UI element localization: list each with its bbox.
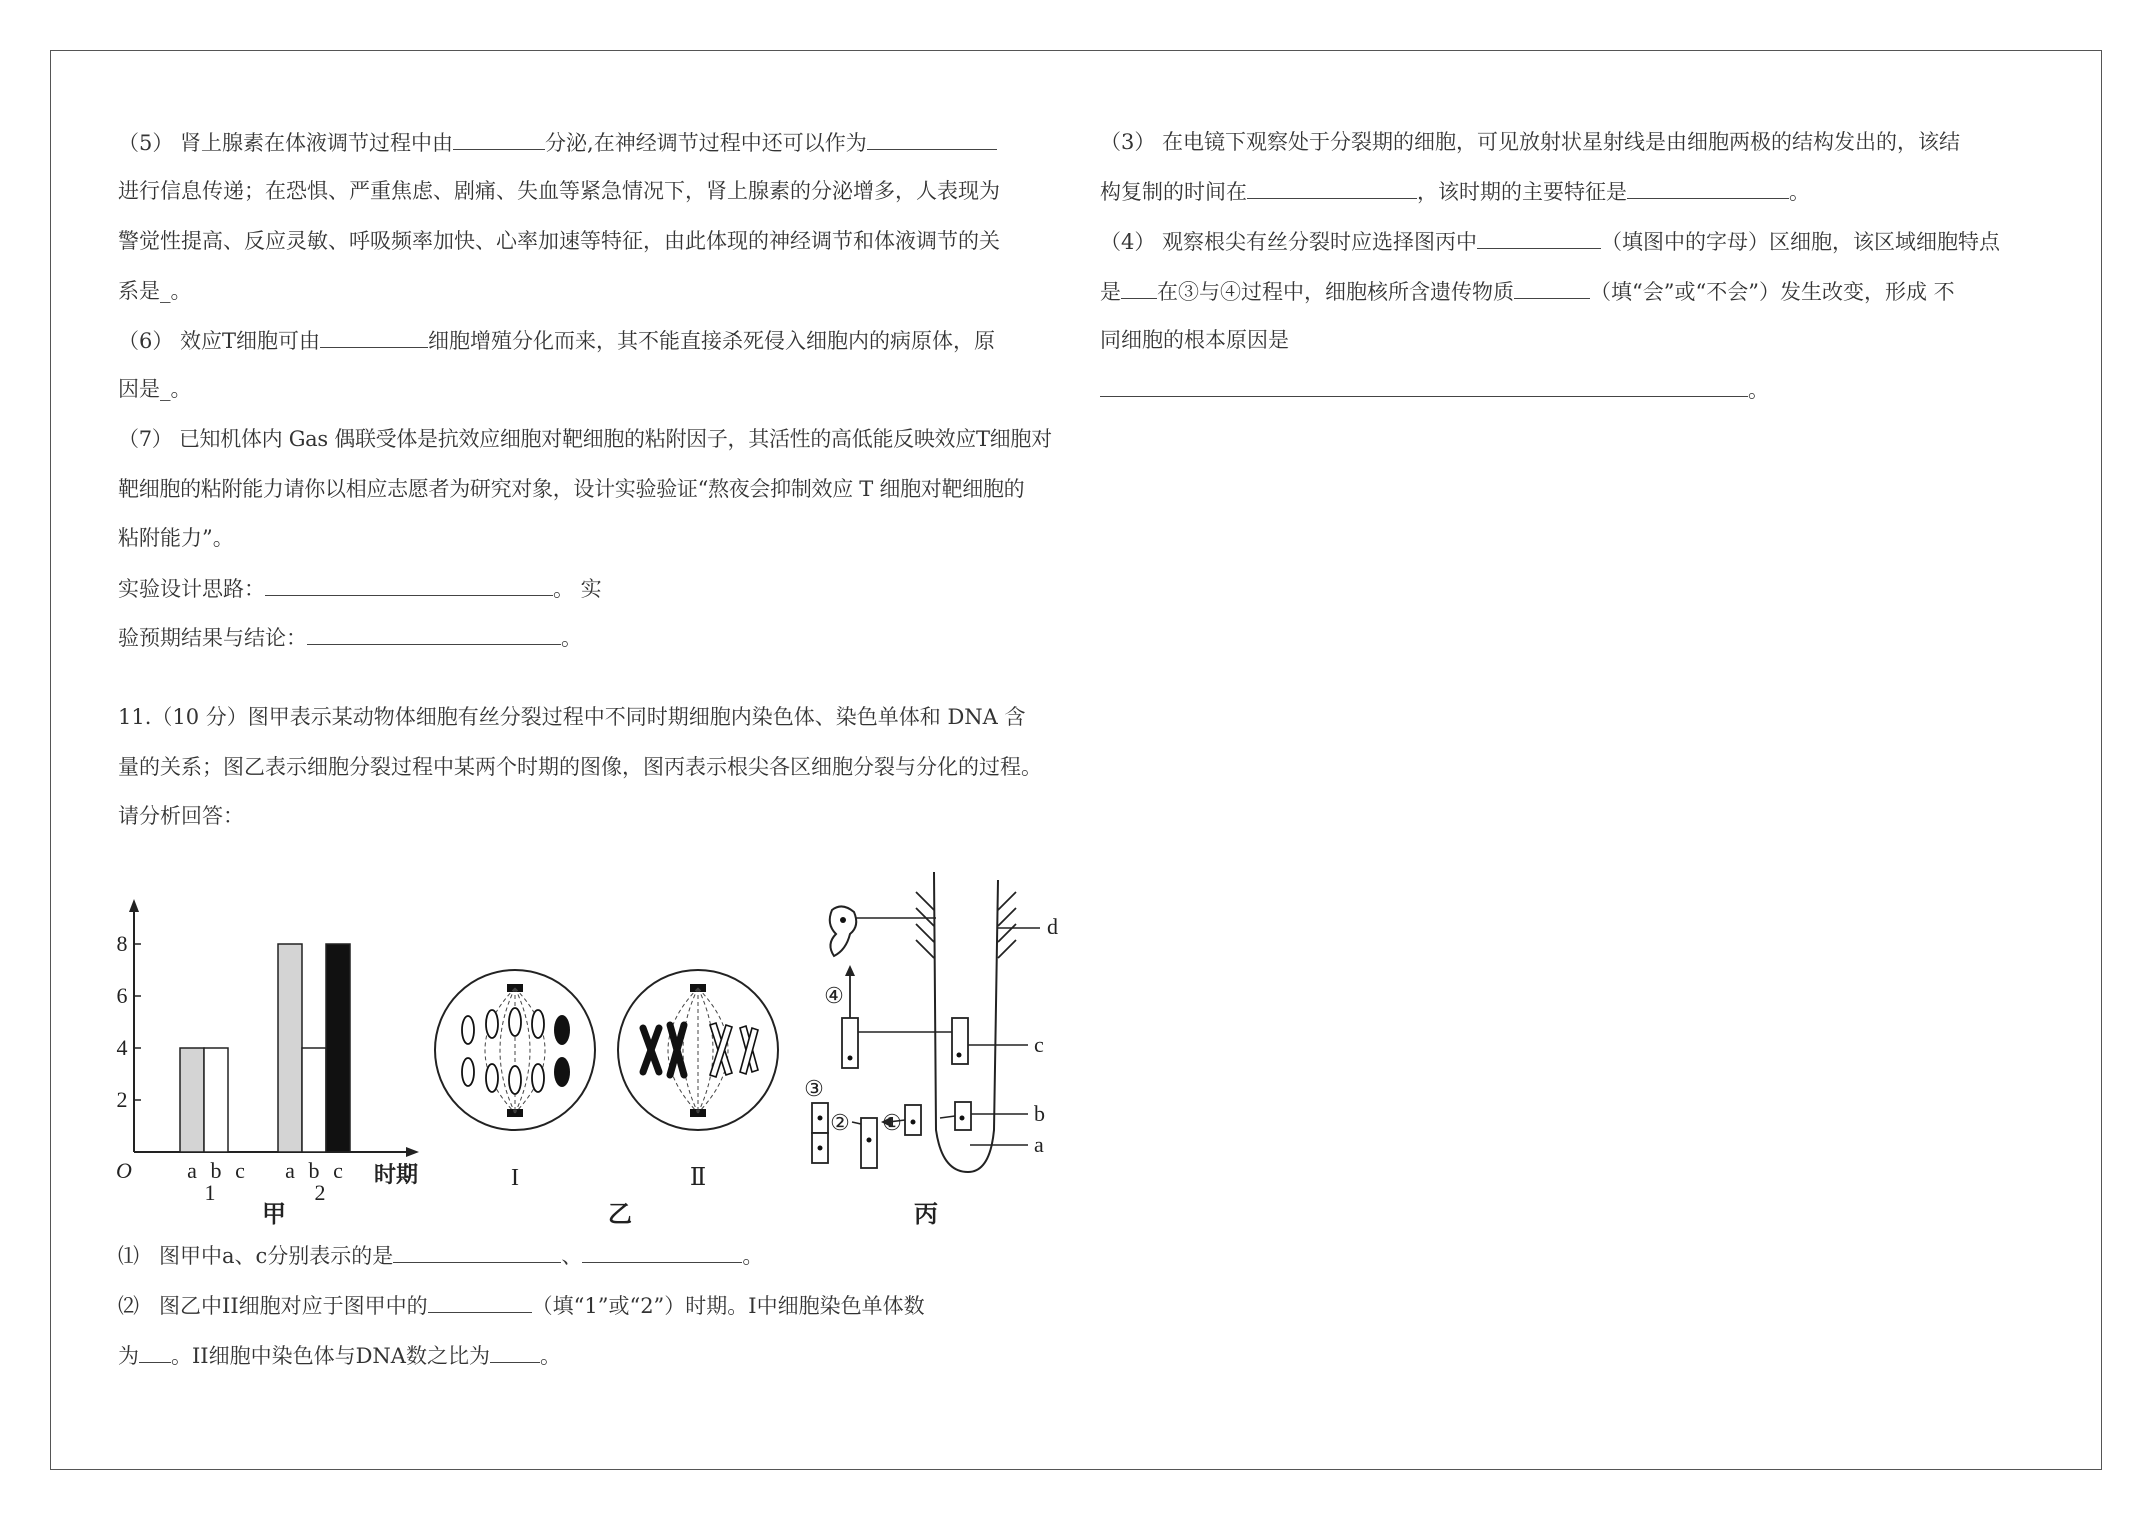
cell-I-chromosome-dark-bottom	[554, 1057, 570, 1087]
bar-letter-label: a	[187, 1158, 197, 1183]
q3-line2	[1100, 176, 1810, 207]
q4-blank-1[interactable]	[1477, 226, 1601, 249]
sub1-blank-1[interactable]	[393, 1240, 561, 1263]
bar-letter-label: b	[308, 1158, 320, 1183]
q4-blank-4[interactable]	[1100, 374, 1748, 397]
q6-text-b: 细胞增殖分化而来，其不能直接杀死侵入细胞内的病原体，原	[428, 329, 996, 353]
sub1-line	[118, 1240, 763, 1271]
q4-line1	[1100, 226, 2000, 257]
cell-II-label: Ⅱ	[689, 1165, 707, 1191]
process-2-label: ②	[830, 1110, 850, 1135]
cell-divide-2	[861, 1118, 877, 1168]
bar-c-group-2	[326, 944, 350, 1152]
q3-text-c: 。	[1789, 180, 1810, 204]
zone-c-label: c	[1034, 1032, 1044, 1057]
bar-b-group-2	[302, 1048, 326, 1152]
sub2-blank-1[interactable]	[428, 1290, 532, 1313]
origin-label: O	[116, 1158, 132, 1183]
cell-meristem-b-nucleus	[960, 1116, 965, 1121]
zone-b-label: b	[1034, 1101, 1045, 1126]
q4-line4	[1100, 374, 1769, 405]
cell-divide-1-nucleus	[911, 1120, 916, 1125]
bar-letter-label: c	[333, 1158, 343, 1183]
q5-text-b: 分泌,在神经调节过程中还可以作为	[545, 131, 867, 155]
cell-divide-2-nucleus	[867, 1138, 872, 1143]
x-axis-arrow	[406, 1147, 419, 1157]
chart-jia	[116, 899, 419, 1228]
sub2-text-e: 。	[539, 1344, 561, 1368]
q4-text-b: （填图中的字母）区细胞，该区域细胞特点	[1601, 230, 2001, 254]
q3-blank-1[interactable]	[1247, 176, 1417, 199]
cell-I	[435, 970, 595, 1191]
design-line	[118, 573, 602, 604]
cell-elongation-left-nucleus	[848, 1056, 853, 1061]
q4-blank-3[interactable]	[1514, 276, 1590, 299]
cell-daughter-bottom-nucleus	[818, 1146, 823, 1151]
cell-II	[618, 970, 778, 1191]
q7-line3: 粘附能力”。	[118, 526, 234, 550]
q3-line1: （3） 在电镜下观察处于分裂期的细胞，可见放射状星射线是由细胞两极的结构发出的，该结	[1100, 130, 1961, 154]
cell-I-label: I	[511, 1165, 519, 1191]
y-axis-arrow	[129, 899, 139, 912]
sub2-text-c: 为	[118, 1344, 139, 1368]
x-axis-label: 时期	[373, 1162, 419, 1187]
q3-text-b: ，该时期的主要特征是	[1417, 180, 1627, 204]
q6-line1	[118, 325, 995, 356]
arrow-1-shaft	[940, 1116, 955, 1118]
sub2-blank-3[interactable]	[490, 1340, 540, 1363]
cell-elongation-right-nucleus	[957, 1053, 962, 1058]
bar-a-group-1	[180, 1048, 204, 1152]
bar-group	[180, 944, 350, 1152]
cell-II-chromosomes-light	[710, 1023, 758, 1077]
q5-text-a: （5） 肾上腺素在体液调节过程中由	[118, 131, 454, 155]
q4-text-a: （4） 观察根尖有丝分裂时应选择图丙中	[1100, 230, 1478, 254]
sub2-number: ⑵	[118, 1294, 139, 1318]
sub1-text-b: 、	[561, 1244, 583, 1268]
q7-line1: （7） 已知机体内 Gas 偶联受体是抗效应细胞对靶细胞的粘附因子，其活性的高低能反映效应T细胞对	[118, 427, 1052, 451]
bar-letter-label: a	[285, 1158, 295, 1183]
cell-I-membrane	[435, 970, 595, 1130]
bar-letter-label: b	[210, 1158, 222, 1183]
bing-label: 丙	[914, 1202, 938, 1228]
zone-a-label: a	[1034, 1132, 1044, 1157]
y-tick-label: 6	[116, 983, 128, 1008]
q5-line2: 进行信息传递；在恐惧、严重焦虑、剧痛、失血等紧急情况下，肾上腺素的分泌增多，人表现为	[118, 179, 1000, 203]
sub1-blank-2[interactable]	[582, 1240, 742, 1263]
process-4-label: ④	[824, 983, 844, 1008]
sub1-text-a: 图甲中a、c分别表示的是	[159, 1244, 394, 1268]
sub2-text-d: 。II细胞中染色体与DNA数之比为	[171, 1344, 490, 1368]
cell-II-membrane	[618, 970, 778, 1130]
q4-text-d: 在③与④过程中，细胞核所含遗传物质	[1157, 280, 1514, 304]
q4-text-e: （填“会”或“不会”）发生改变，形成 不	[1590, 280, 1955, 304]
diagram-yi	[435, 970, 778, 1228]
root-hairs-left	[916, 892, 934, 958]
yi-label: 乙	[608, 1202, 632, 1228]
sub2-text-b: （填“1”或“2”）时期。I中细胞染色单体数	[531, 1294, 925, 1318]
q6-text-a: （6） 效应T细胞可由	[118, 329, 321, 353]
cell-II-chromosomes-dark	[643, 1025, 684, 1075]
result-label: 验预期结果与结论：	[118, 626, 307, 650]
sub2-line2	[118, 1340, 561, 1371]
result-line	[118, 622, 582, 653]
sub1-text-c: 。	[742, 1244, 764, 1268]
q3-text-a: 构复制的时间在	[1100, 180, 1247, 204]
y-tick-label: 2	[116, 1087, 128, 1112]
group-label-2: 2	[314, 1180, 326, 1205]
q7-line2: 靶细胞的粘附能力请你以相应志愿者为研究对象，设计实验验证“熬夜会抑制效应 T 细胞对靶细胞的	[118, 477, 1025, 501]
y-tick-label: 4	[116, 1035, 128, 1060]
sub1-number: ⑴	[118, 1244, 139, 1268]
q6-blank-1[interactable]	[320, 325, 428, 348]
cell-I-chromosome-dark-top	[554, 1015, 570, 1045]
q4-text-f: 。	[1748, 378, 1769, 402]
y-tick-group	[117, 931, 142, 1112]
q4-line3: 同细胞的根本原因是	[1100, 328, 1289, 352]
q4-text-c: 是	[1100, 280, 1121, 304]
q5-line1	[118, 127, 997, 158]
bar-b-group-1	[204, 1048, 228, 1152]
q5-blank-1[interactable]	[453, 127, 545, 150]
sub2-text-a: 图乙中II细胞对应于图甲中的	[159, 1294, 428, 1318]
cell-I-chromosomes-bottom	[462, 1058, 544, 1094]
arrow-3-shaft	[852, 1122, 861, 1124]
q11-line1: 11.（10 分）图甲表示某动物体细胞有丝分裂过程中不同时期细胞内染色体、染色单体和 DNA 含	[118, 705, 1026, 729]
result-blank[interactable]	[307, 622, 561, 645]
diagram-bing	[804, 872, 1058, 1228]
process-1-label: ①	[882, 1110, 902, 1135]
q3-blank-2[interactable]	[1627, 176, 1789, 199]
q11-line3: 请分析回答：	[118, 804, 244, 828]
q5-line4: 系是_。	[118, 279, 192, 303]
bar-letter-label: c	[235, 1158, 245, 1183]
design-blank[interactable]	[265, 573, 553, 596]
design-label: 实验设计思路：	[118, 577, 265, 601]
root-hairs-right	[998, 892, 1016, 958]
zone-d-label: d	[1047, 914, 1058, 939]
q5-line3: 警觉性提高、反应灵敏、呼吸频率加快、心率加速等特征，由此体现的神经调节和体液调节的关	[118, 229, 1000, 253]
cell-I-chromosomes-top	[462, 1008, 544, 1044]
cell-daughter-top-nucleus	[818, 1116, 823, 1121]
bar-a-group-2	[278, 944, 302, 1152]
sub2-line1	[118, 1290, 925, 1321]
process-3-label: ③	[804, 1076, 824, 1101]
sub2-blank-2[interactable]	[139, 1340, 171, 1363]
result-tail: 。	[561, 626, 582, 650]
arrow-4-head	[845, 965, 855, 976]
figure-panel	[110, 860, 1070, 1230]
y-tick-label: 8	[116, 931, 128, 956]
group-label-1: 1	[204, 1180, 216, 1205]
q6-line2: 因是_。	[118, 377, 192, 401]
q4-line2	[1100, 276, 1955, 307]
jia-label: 甲	[262, 1202, 286, 1228]
q11-line2: 量的关系；图乙表示细胞分裂过程中某两个时期的图像，图丙表示根尖各区细胞分裂与分化的过程。	[118, 755, 1042, 779]
design-tail: 。 实	[553, 577, 602, 601]
q4-blank-2[interactable]	[1121, 276, 1157, 299]
root-hair-nucleus	[840, 917, 846, 923]
q5-blank-2[interactable]	[867, 127, 997, 150]
root-hair-cell	[830, 906, 857, 956]
